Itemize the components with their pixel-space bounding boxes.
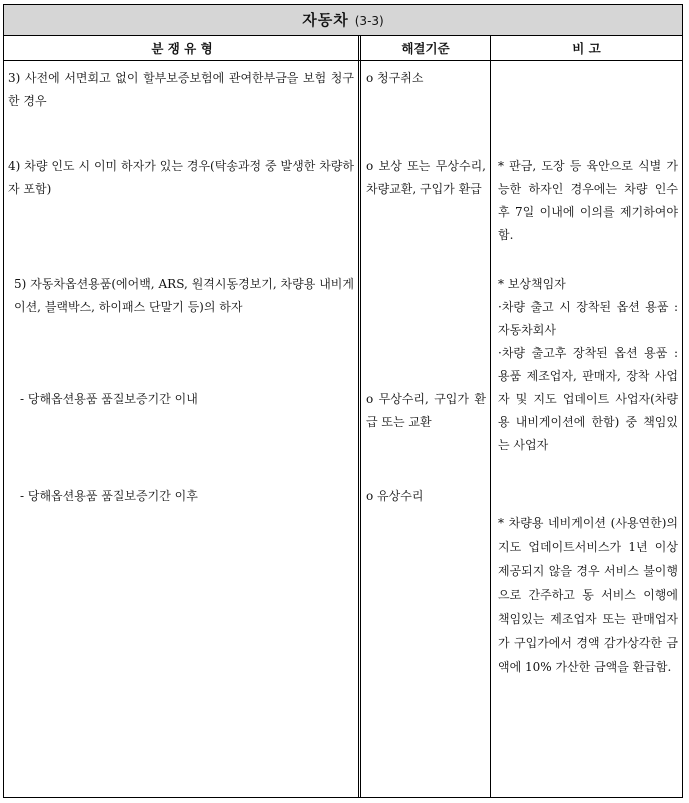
title-sub: (3-3) (354, 14, 384, 28)
row-criteria: o 보상 또는 무상수리, 차량교환, 구입가 환급 (366, 159, 486, 196)
row-type: - 당해옵션용품 품질보증기간 이내 (20, 392, 198, 406)
row-note: * 보상책임자 ·차량 출고 시 장착된 옵션 용품 : 자동차회사 ·차량 출고후 장착된 옵션 용품 : 용품 제조업자, 판매자, 장착 사업자 및 지도 업데이트 사업자(차량용 내비게이션에 한함) 중 책임있는 사업자 (498, 277, 678, 452)
header-dispute-type: 분 쟁 유 형 (4, 36, 360, 61)
row-type: - 당해옵션용품 품질보증기간 이후 (20, 489, 198, 503)
row-type: 5) 자동차옵션용품(에어백, ARS, 원격시동경보기, 차량용 내비게이션, 블랙박스, 하이패스 단말기 등)의 하자 (14, 277, 354, 314)
column-divider (490, 36, 491, 797)
row-type: 4) 차량 인도 시 이미 하자가 있는 경우(탁송과정 중 발생한 차량하자 포함) (8, 159, 354, 196)
header-resolution-criteria: 해결기준 (361, 36, 490, 61)
row-criteria: o 청구취소 (366, 71, 424, 85)
header-note: 비 고 (491, 36, 682, 61)
table-title (4, 5, 682, 36)
row-criteria: o 무상수리, 구입가 환급 또는 교환 (366, 392, 486, 429)
dispute-table (3, 4, 683, 798)
row-note: * 판금, 도장 등 육안으로 식별 가능한 하자인 경우에는 차량 인수 후 7일 이내에 이의를 제기하여야 함. (498, 159, 678, 242)
row-criteria: o 유상수리 (366, 489, 424, 503)
title-main: 자동차 (302, 11, 349, 29)
row-note: * 차량용 네비게이션 (사용연한)의 지도 업데이트서비스가 1년 이상 제공되지 않을 경우 서비스 불이행으로 간주하고 동 서비스 이행에 책임있는 제조업자 또는 판매업자가 구입가에서 경액 감가상각한 금액에 10% 가산한 금액을 환급함. (498, 516, 678, 674)
column-divider (358, 36, 361, 797)
row-type: 3) 사전에 서면회고 없이 할부보증보험에 관여한부금을 보험 청구한 경우 (8, 71, 354, 108)
